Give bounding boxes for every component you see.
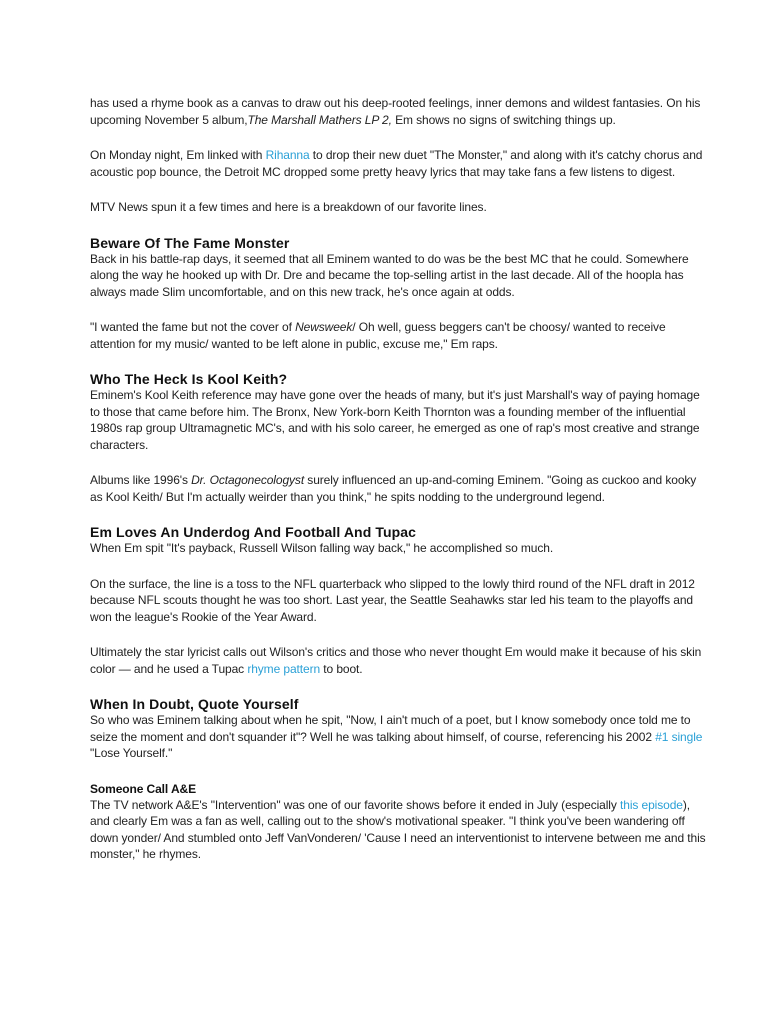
section-heading-kool-keith: Who The Heck Is Kool Keith? (90, 371, 288, 387)
intro-paragraph-2: On Monday night, Em linked with Rihanna to drop their new duet "The Monster," and along with it's catchy chorus and acoustic pop bounce, the Detroit MC dropped some pretty heavy lyrics that may take fans a few listens to digest. (90, 148, 703, 179)
intro-paragraph-1: has used a rhyme book as a canvas to draw out his deep-rooted feelings, inner demons and wildest fantasies. On his upcoming November 5 album,The Marshall Mathers LP 2, Em shows no signs of switching things up. (90, 96, 701, 127)
rihanna-link[interactable]: Rihanna (265, 148, 310, 162)
album-title: The Marshall Mathers LP 2, (247, 112, 392, 127)
underdog-paragraph-2: On the surface, the line is a toss to the NFL quarterback who slipped to the lowly third round of the NFL draft in 2012 because NFL scouts thought he was too short. Last year, the Seattle Seahawks star led his team to the playoffs and won the league's Rookie of the Year Award. (90, 576, 695, 624)
this-episode-link[interactable]: this episode (620, 797, 683, 812)
underdog-paragraph-3: Ultimately the star lyricist calls out Wilson's critics and those who never thought Em would make it because of his skin color — and he used a Tupac rhyme pattern to boot. (90, 645, 702, 676)
section-heading-quote-yourself: When In Doubt, Quote Yourself (90, 696, 299, 712)
fame-monster-paragraph-1: Back in his battle-rap days, it seemed that all Eminem wanted to do was be the best MC that he could. Somewhere along the way he hooked up with Dr. Dre and became the top-selling artist in the last decade. All of the hoopla has always made Slim uncomfortable, and on this new track, he's once again at odds. (90, 251, 689, 299)
kool-keith-paragraph-1: Eminem's Kool Keith reference may have gone over the heads of many, but it's just Marshall's way of paying homage to those that came before him. The Bronx, New York-born Keith Thornton was a founding member of the influential 1980s rap group Ultramagnetic MC's, and with his solo career, he emerged as one of rap's most creative and strange characters. (90, 388, 700, 452)
underdog-paragraph-1: When Em spit "It's payback, Russell Wilson falling way back," he accomplished so much. (90, 541, 554, 555)
a-and-e-paragraph-1: The TV network A&E's "Intervention" was one of our favorite shows before it ended in July (especially this episode), and clearly Em was a fan as well, calling out to the show's motivational speaker. "I think you've been wandering off down yonder/ And stumbled onto Jeff VanVonderen/ 'Cause I need an interventionist to intervene between me and this monster," he rhymes. (90, 797, 706, 861)
section-heading-a-and-e: Someone Call A&E (90, 781, 196, 796)
number-one-single-link[interactable]: #1 single (655, 729, 703, 744)
newsweek-title: Newsweek (295, 320, 353, 334)
album-title-octagonecologyst: Dr. Octagonecologyst (191, 473, 305, 487)
rhyme-pattern-link[interactable]: rhyme pattern (247, 661, 321, 676)
kool-keith-paragraph-2: Albums like 1996's Dr. Octagonecologyst surely influenced an up-and-coming Eminem. "Going as cuckoo and kooky as Kool Keith/ But I'm actually weirder than you think," he spits nodding to the underground legend. (90, 473, 697, 504)
intro-paragraph-3: MTV News spun it a few times and here is a breakdown of our favorite lines. (90, 200, 487, 214)
quote-yourself-paragraph-1: So who was Eminem talking about when he spit, "Now, I ain't much of a poet, but I know somebody once told me to seize the moment and don't squander it"? Well he was talking about himself, of course, referencing his 2002 #1 single "Lose Yourself." (90, 713, 703, 760)
section-heading-fame-monster: Beware Of The Fame Monster (90, 234, 290, 251)
section-heading-underdog: Em Loves An Underdog And Football And Tupac (90, 524, 417, 540)
fame-monster-paragraph-2: "I wanted the fame but not the cover of Newsweek/ Oh well, guess beggers can't be choosy/ wanted to receive attention for my music/ wanted to be left alone in public, excuse me," Em raps. (90, 320, 666, 351)
article-body (90, 95, 710, 863)
